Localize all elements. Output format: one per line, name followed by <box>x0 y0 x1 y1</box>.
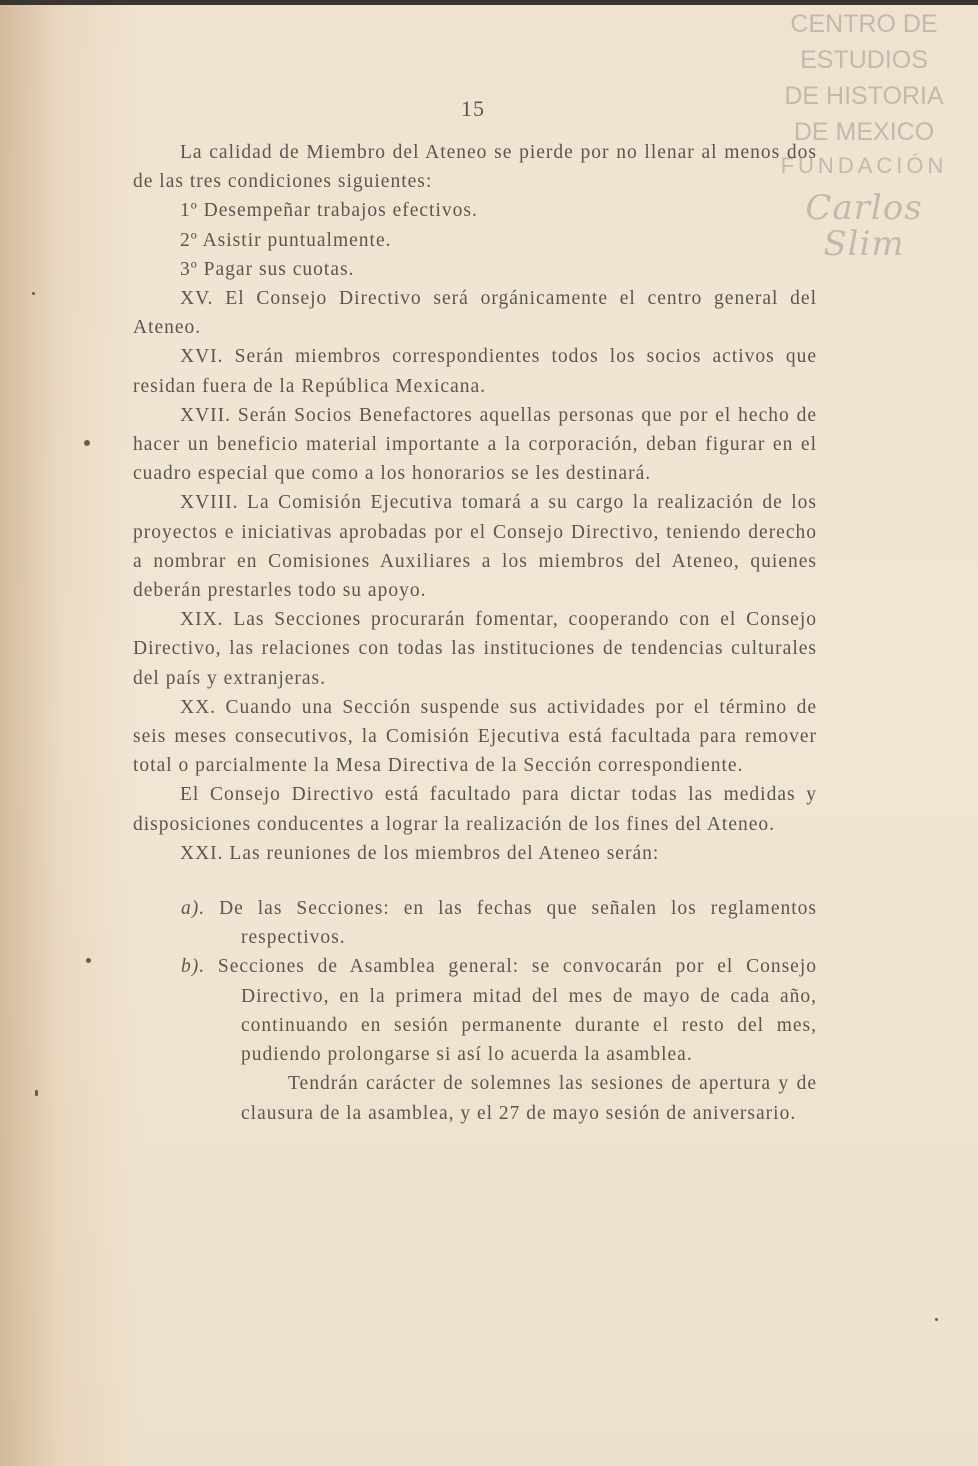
watermark-line-1: CENTRO DE <box>790 10 938 38</box>
article-xvii: XVII. Serán Socios Benefactores aquellas personas que por el hecho de hacer un beneficio material importante a la corporación, deban figurar en el cuadro especial que como a los honorarios se les destinará. <box>133 404 817 485</box>
subitem-b-paragraph-2: Tendrán carácter de solemnes las sesiones de apertura y de clausura de la asamblea, y el 27 de mayo sesión de aniversario. <box>241 1073 817 1124</box>
watermark-foundation: FUNDACIÓN <box>780 153 948 178</box>
subitem-b-text: Secciones de Asamblea general: se convocarán por el Consejo Directivo, en la primera mitad del mes de mayo de cada año, continuando en sesión permanente durante el resto del mes, pudiendo prolongarse si así lo acuerda la asamblea. <box>217 956 817 1066</box>
condition-item: 3º Pagar sus cuotas. <box>180 258 355 280</box>
condition-item: 2º Asistir puntualmente. <box>180 229 392 251</box>
paper-speck <box>935 1318 938 1321</box>
paper-speck <box>32 292 35 295</box>
document-body <box>133 138 817 1128</box>
intro-paragraph: La calidad de Miembro del Ateneo se pierde por no llenar al menos dos de las tres condiciones siguientes: <box>133 142 817 193</box>
watermark-signature: Carlos Slim <box>805 188 923 264</box>
subitem-a-text: De las Secciones: en las fechas que señalen los reglamentos respectivos. <box>219 898 817 949</box>
subitem-a-letter: a). <box>181 898 206 920</box>
subitem-b <box>181 952 817 1069</box>
watermark-line-3: DE HISTORIA <box>784 82 944 110</box>
watermark-line-4: DE MEXICO <box>793 118 935 146</box>
paper-speck <box>86 958 91 963</box>
article-xxi: XXI. Las reuniones de los miembros del Ateneo serán: <box>180 842 660 864</box>
article-xvi: XVI. Serán miembros correspondientes todos los socios activos que residan fuera de la República Mexicana. <box>133 346 817 397</box>
page-top-edge <box>0 0 978 5</box>
page-number: 15 <box>461 96 485 121</box>
article-xx: XX. Cuando una Sección suspende sus actividades por el término de seis meses consecutivos, la Comisión Ejecutiva está facultada para remover total o parcialmente la Mesa Directiva de la Sección correspondiente. <box>133 696 817 777</box>
condition-item: 1º Desempeñar trabajos efectivos. <box>180 200 478 222</box>
paper-speck <box>84 440 90 446</box>
subitem-b-letter: b). <box>181 956 206 978</box>
article-xix: XIX. Las Secciones procurarán fomentar, cooperando con el Consejo Directivo, las relaciones con todas las instituciones de tendencias culturales del país y extranjeras. <box>133 609 817 689</box>
spacer <box>133 868 817 894</box>
watermark-line-2: ESTUDIOS <box>800 46 928 74</box>
article-xviii: XVIII. La Comisión Ejecutiva tomará a su cargo la realización de los proyectos e iniciativas aprobadas por el Consejo Directivo, teniendo derecho a nombrar en Comisiones Auxiliares a los miembros del Ateneo, quienes deberán prestarles todo su apoyo. <box>133 492 817 602</box>
article-xx-paragraph-2: El Consejo Directivo está facultado para dictar todas las medidas y disposiciones conducentes a lograr la realización de los fines del Ateneo. <box>133 784 817 835</box>
article-xv: XV. El Consejo Directivo será orgánicamente el centro general del Ateneo. <box>133 288 817 339</box>
subitem-a <box>181 894 817 952</box>
paper-speck <box>35 1090 38 1096</box>
